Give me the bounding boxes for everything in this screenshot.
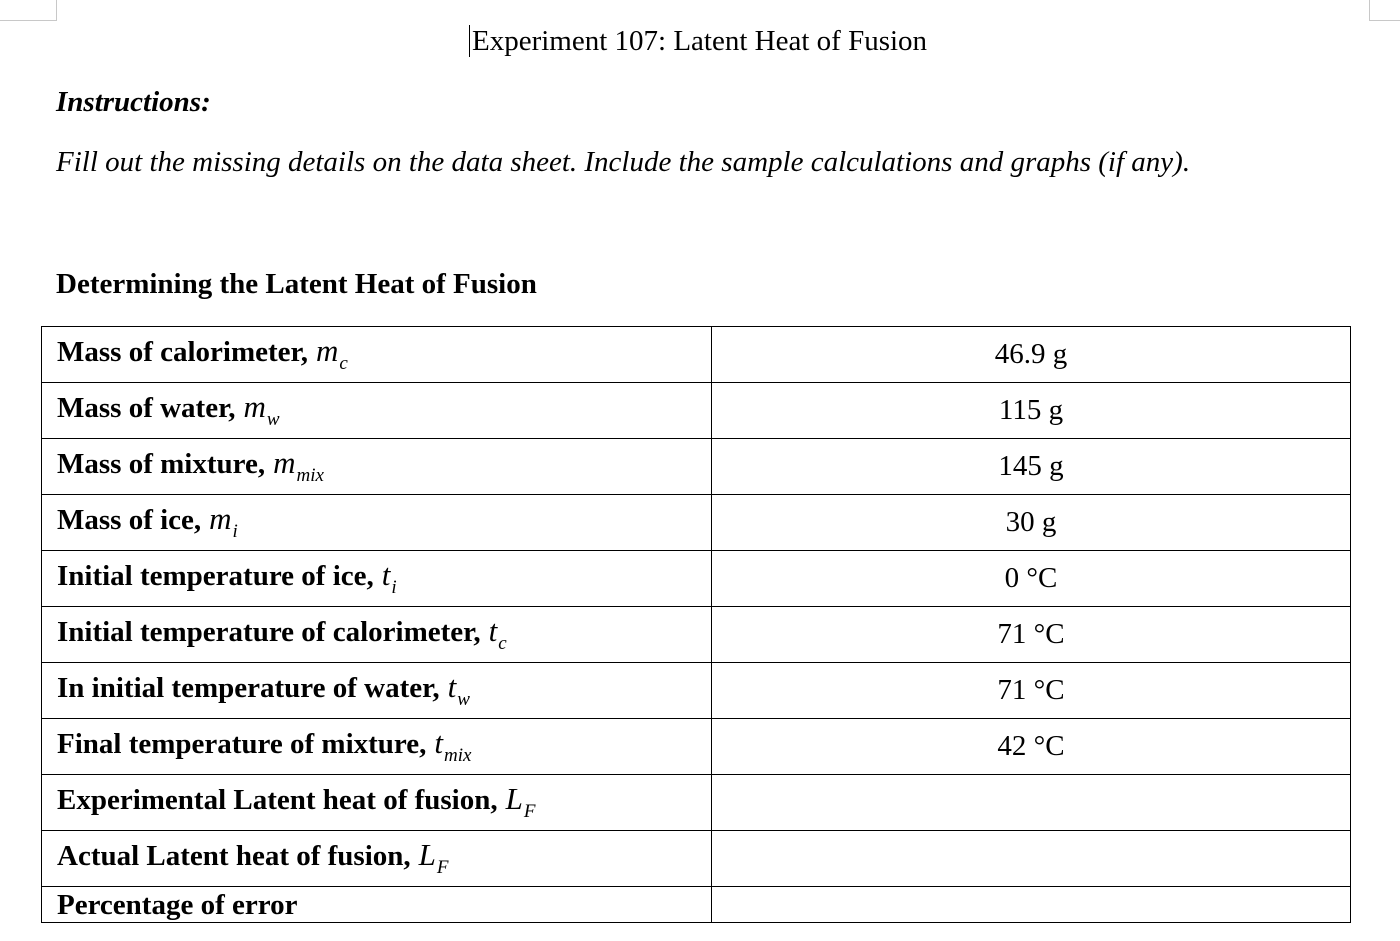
row-value-cell[interactable] [712,775,1351,831]
row-label-cell[interactable] [42,775,712,831]
table-row [42,663,1351,719]
row-value-cell[interactable] [712,551,1351,607]
row-value-cell[interactable] [712,495,1351,551]
row-label: Mass of ice, [57,504,202,536]
row-symbol: m [315,333,339,368]
document-title[interactable]: Experiment 107: Latent Heat of Fusion [472,25,928,57]
row-symbol: L [505,781,523,816]
row-value: 46.9 g [994,338,1068,370]
row-value: 71 °C [997,618,1065,650]
row-label-cell[interactable] [42,663,712,719]
row-label-cell[interactable] [42,551,712,607]
row-label: Actual Latent heat of fusion, [57,840,411,872]
row-label-cell[interactable] [42,607,712,663]
row-label-cell[interactable] [42,383,712,439]
text-cursor [469,25,470,57]
table-row [42,383,1351,439]
row-label-cell[interactable] [42,719,712,775]
row-symbol-subscript: mix [296,465,324,486]
row-label: Mass of water, [57,392,236,424]
page-corner-mark-top-left [0,0,57,21]
table-row [42,831,1351,887]
row-value-cell[interactable] [712,663,1351,719]
table-row [42,607,1351,663]
row-symbol: m [243,389,266,424]
row-value: 145 g [998,450,1064,482]
row-symbol-subscript: i [232,521,238,542]
row-label-cell[interactable] [42,439,712,495]
row-value-cell[interactable] [712,607,1351,663]
row-label-cell[interactable] [42,887,712,923]
row-label: Initial temperature of calorimeter, [57,616,481,648]
table-row [42,439,1351,495]
row-label-cell[interactable] [42,831,712,887]
table-row [42,495,1351,551]
row-value-cell[interactable] [712,887,1351,923]
row-label: In initial temperature of water, [57,672,440,704]
row-symbol-subscript: c [339,353,348,374]
row-symbol: m [273,445,296,480]
table-row [42,775,1351,831]
row-value: 71 °C [997,674,1065,706]
row-symbol: m [209,501,232,536]
row-symbol: t [434,725,444,760]
row-symbol: t [381,557,391,592]
row-symbol-subscript: i [391,577,397,598]
section-heading[interactable]: Determining the Latent Heat of Fusion [56,268,537,300]
row-label: Mass of calorimeter, [57,336,308,368]
table-row [42,327,1351,383]
row-label: Percentage of error [57,889,298,921]
page-corner-mark-top-right [1369,0,1400,21]
table-row [42,719,1351,775]
row-symbol-subscript: mix [444,745,472,766]
row-symbol: t [447,669,457,704]
row-value: 30 g [1005,506,1057,538]
instructions-heading[interactable]: Instructions: [56,86,211,118]
row-value: 0 °C [1004,562,1058,594]
row-symbol-subscript: F [436,857,449,878]
row-value: 42 °C [997,730,1065,762]
row-label: Initial temperature of ice, [57,560,374,592]
instructions-text[interactable]: Fill out the missing details on the data sheet. Include the sample calculations and graphs (if any). [56,146,1191,178]
table-row [42,551,1351,607]
row-symbol-subscript: w [457,689,470,710]
row-value-cell[interactable] [712,831,1351,887]
row-label: Experimental Latent heat of fusion, [57,784,498,816]
row-label: Mass of mixture, [57,448,266,480]
row-value-cell[interactable] [712,719,1351,775]
row-label-cell[interactable] [42,495,712,551]
data-sheet-table [41,326,1351,923]
row-value-cell[interactable] [712,439,1351,495]
row-label: Final temperature of mixture, [57,728,427,760]
row-symbol-subscript: F [523,801,536,822]
row-label-cell[interactable] [42,327,712,383]
row-value: 115 g [998,394,1064,426]
table-row [42,887,1351,923]
row-symbol-subscript: c [498,633,507,654]
row-value-cell[interactable] [712,327,1351,383]
row-symbol: L [418,837,436,872]
row-value-cell[interactable] [712,383,1351,439]
row-symbol: t [488,613,498,648]
row-symbol-subscript: w [266,409,280,430]
